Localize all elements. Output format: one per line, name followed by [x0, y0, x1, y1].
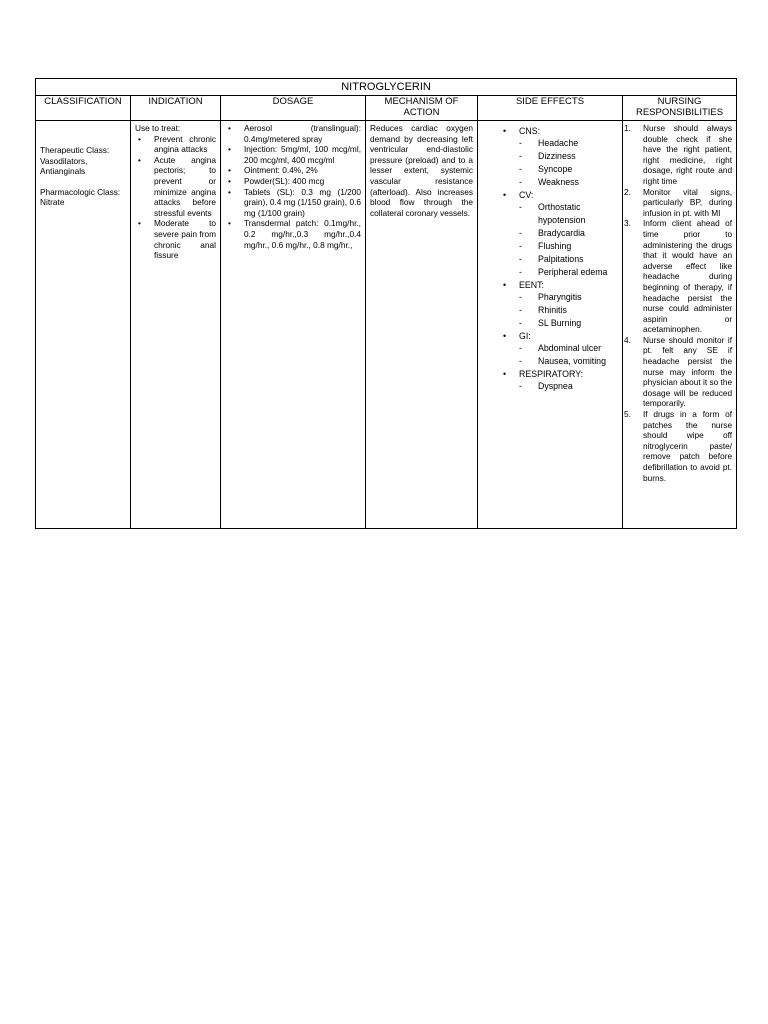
side-effect-item: - Abdominal ulcer — [519, 342, 618, 355]
nursing-item-number: 5. — [624, 409, 631, 420]
indication-item: • Acute angina pectoris; to prevent or minimize angina attacks before stressful events — [135, 155, 216, 219]
dosage-item: • Transdermal patch: 0.1mg/hr., 0.2 mg/hr.,0.3 mg/hr.,0.4 mg/hr., 0.6 mg/hr., 0.8 mg/hr., — [225, 218, 361, 250]
side-effect-item: - Syncope — [519, 163, 618, 176]
nursing-item — [625, 187, 732, 219]
mechanism-text: Reduces cardiac oxygen demand by decreasing left ventricular end-diastolic pressure (preload) and to a lesser extent, systemic vascular resistance (afterload). Also increases blood flow through the collateral coronary vessels. — [370, 123, 473, 218]
side-effect-category — [500, 279, 618, 330]
side-effect-item: - Bradycardia — [519, 227, 618, 240]
side-effect-item: - Dizziness — [519, 150, 618, 163]
side-effect-item: - Peripheral edema — [519, 266, 618, 279]
dosage-item: • Ointment: 0.4%, 2% — [225, 165, 361, 176]
side-effect-item: - Pharyngitis — [519, 291, 618, 304]
therapeutic-class-value: Vasodilators, Antianginals — [40, 155, 88, 177]
header-dosage: DOSAGE — [221, 96, 366, 121]
side-effect-sublist — [519, 201, 618, 279]
nursing-item — [625, 409, 732, 483]
side-effect-item: - Headache — [519, 137, 618, 150]
dosage-item: • Aerosol (translingual): 0.4mg/metered spray — [225, 123, 361, 144]
nursing-item-text: Nurse should always double check if she have the right patient, right medicine, right dosage, right route and right time — [643, 123, 733, 186]
nursing-item — [625, 335, 732, 409]
dosage-item: • Tablets (SL): 0.3 mg (1/200 grain), 0.4 mg (1/150 grain), 0.6 mg (1/100 grain) — [225, 187, 361, 219]
side-effect-category — [500, 330, 618, 368]
indication-list — [135, 134, 216, 261]
side-effect-category-label: • GI: — [519, 331, 531, 341]
nursing-item-number: 1. — [624, 123, 631, 133]
side-effect-category-label: • CNS: — [519, 126, 541, 136]
dosage-item: • Injection: 5mg/ml, 100 mcg/ml, 200 mcg/ml, 400 mcg/ml — [225, 144, 361, 165]
indication-item: • Prevent chronic angina attacks — [135, 134, 216, 155]
nursing-item-text: Inform client ahead of time prior to administering the drugs that it would have an adverse effect like headache during beginning of therapy, if headache persist the nurse could administer aspirin or acetaminophen. — [643, 218, 733, 335]
side-effect-category — [500, 189, 618, 279]
nursing-item-number: 2. — [624, 186, 631, 197]
header-classification: CLASSIFICATION — [36, 96, 131, 121]
dosage-list — [225, 123, 361, 250]
side-effect-sublist — [519, 137, 618, 189]
nursing-item-number: 3. — [624, 218, 631, 229]
pharmacologic-class-value: Nitrate — [40, 197, 65, 208]
classification-cell — [36, 121, 131, 529]
pharmacologic-class-label: Pharmacologic Class: — [40, 186, 121, 197]
side-effect-category-label: • RESPIRATORY: — [519, 369, 584, 379]
side-effect-item: - Nausea, vomiting — [519, 355, 618, 368]
side-effects-list — [500, 125, 618, 393]
header-nursing: NURSING RESPONSIBILITIES — [623, 96, 737, 121]
side-effect-sublist — [519, 291, 618, 330]
indication-intro: Use to treat: — [135, 123, 181, 133]
side-effect-item: - Weakness — [519, 176, 618, 189]
side-effect-item: - SL Burning — [519, 317, 618, 330]
side-effect-sublist — [519, 380, 618, 393]
side-effect-item: - Palpitations — [519, 253, 618, 266]
side-effect-category — [500, 125, 618, 189]
side-effects-cell — [478, 121, 623, 529]
side-effect-category-label: • EENT: — [519, 280, 544, 290]
nursing-item-number: 4. — [624, 334, 631, 345]
nursing-item-text: Monitor vital signs, particularly BP, during infusion in pt. with MI — [643, 186, 733, 218]
drug-card-table — [35, 78, 737, 529]
side-effect-category-label: • CV: — [519, 190, 534, 200]
mechanism-cell — [366, 121, 478, 529]
nursing-item — [625, 218, 732, 335]
drug-title: NITROGLYCERIN — [36, 79, 737, 96]
side-effect-item: - Dyspnea — [519, 380, 618, 393]
indication-cell — [131, 121, 221, 529]
side-effect-item: - Orthostatic hypotension — [519, 201, 618, 227]
nursing-list — [625, 123, 732, 483]
nursing-item — [625, 123, 732, 187]
nursing-item-text: If drugs in a form of patches the nurse should wipe off nitroglycerin paste/ remove patch before defibrillation to avoid pt. burns. — [643, 409, 733, 483]
nursing-cell — [623, 121, 737, 529]
dosage-cell — [221, 121, 366, 529]
side-effect-item: - Flushing — [519, 240, 618, 253]
dosage-item: • Powder(SL): 400 mcg — [225, 176, 361, 187]
therapeutic-class-label: Therapeutic Class: — [40, 145, 110, 155]
side-effect-item: - Rhinitis — [519, 304, 618, 317]
side-effect-category — [500, 368, 618, 393]
indication-item: • Moderate to severe pain from chronic anal fissure — [135, 218, 216, 260]
nursing-item-text: Nurse should monitor if pt. felt any SE if headache persist the nurse may inform the physician about it so the dosage will be reduced temporarily. — [643, 334, 733, 409]
header-side-effects: SIDE EFFECTS — [478, 96, 623, 121]
header-mechanism: MECHANISM OF ACTION — [366, 96, 478, 121]
side-effect-sublist — [519, 342, 618, 368]
header-indication: INDICATION — [131, 96, 221, 121]
